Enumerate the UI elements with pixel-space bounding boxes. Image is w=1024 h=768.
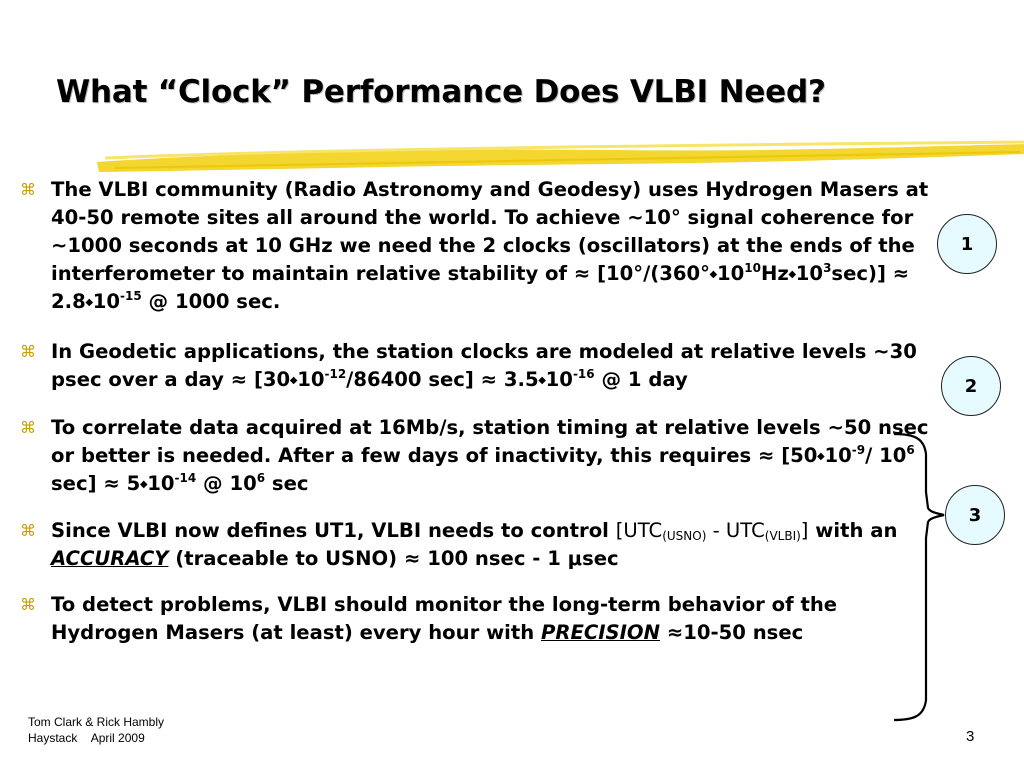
callout-circle-1: 1 [937, 214, 997, 274]
bullet-item [20, 176, 930, 316]
exponent: -14 [174, 471, 197, 485]
slide-title: What “Clock” Performance Does VLBI Need? [56, 74, 826, 110]
bullet-list [20, 176, 930, 669]
bullet-text: (traceable to USNO) ≈ 100 nsec - 1 μsec [168, 547, 619, 570]
bullet-text: sec [265, 472, 309, 495]
bullet-text: To correlate data acquired at 16Mb/s, station timing at relative levels ~50 nsec or better is needed. After a few days of inactivity, this requires ≈ [50⬩10 [51, 416, 929, 467]
subscript: (VLBI) [764, 529, 801, 543]
footer-date: April 2009 [90, 731, 145, 745]
bullet-item [20, 591, 930, 647]
emphasis-accuracy: ACCURACY [51, 547, 169, 570]
bullet-text: @ 1 day [594, 368, 688, 391]
bullet-text: In Geodetic applications, the station clocks are modeled at relative levels ~30 psec over a day ≈ [30⬩10 [51, 340, 917, 391]
bullet-text: @ 1000 sec. [141, 290, 281, 313]
bullet-item [20, 338, 930, 394]
exponent: -16 [572, 367, 595, 381]
bullet-text: Hz⬩10 [760, 262, 824, 285]
subscript: (USNO) [662, 529, 707, 543]
exponent: 6 [256, 471, 266, 485]
bullet-icon: ⌘ [20, 595, 36, 614]
exponent: -15 [120, 289, 142, 303]
footer-place-date [28, 730, 164, 746]
bullet-text: The VLBI community (Radio Astronomy and Geodesy) uses Hydrogen Masers at 40-50 remote sites all around the world. To achieve ~10° signal coherence for ~1000 seconds at 10 GHz we need the 2 clocks (oscillators) at the ends of the interferometer to maintain relative stability of ≈ [10°/(360°⬩10 [51, 178, 929, 285]
bullet-item [20, 414, 930, 498]
footer-place: Haystack [28, 731, 78, 745]
bullet-icon: ⌘ [20, 342, 36, 361]
bullet-text: @ 10 [196, 472, 257, 495]
yellow-brush-stroke [95, 138, 1024, 178]
bullet-icon: ⌘ [20, 521, 36, 540]
page-number: 3 [966, 728, 975, 745]
bullet-text: / 10 [865, 444, 907, 467]
bullet-text: /86400 sec] ≈ 3.5⬩10 [346, 368, 573, 391]
right-brace-icon [892, 432, 952, 722]
bullet-text: Since VLBI now defines UT1, VLBI needs to control [51, 519, 616, 542]
bullet-item [20, 517, 930, 573]
bullet-text: with an [808, 519, 898, 542]
bullet-text: sec] ≈ 5⬩10 [51, 472, 175, 495]
bullet-text: sec)] ≈ 2.8⬩10 [51, 262, 910, 313]
bullet-text: ≈10-50 nsec [660, 621, 804, 644]
exponent: 10 [744, 261, 761, 275]
utc-term: [UTC [615, 519, 663, 542]
callout-circle-3: 3 [945, 485, 1005, 545]
bullet-text: To detect problems, VLBI should monitor the long-term behavior of the Hydrogen Masers (at least) every hour with [51, 593, 838, 644]
exponent: 6 [906, 443, 915, 457]
bullet-icon: ⌘ [20, 418, 36, 437]
footer [28, 714, 164, 746]
callout-circle-2: 2 [941, 356, 1001, 416]
bullet-icon: ⌘ [20, 180, 36, 199]
utc-term: ] [800, 519, 809, 542]
exponent: 3 [823, 261, 832, 275]
emphasis-precision: PRECISION [541, 621, 660, 644]
exponent: -9 [851, 443, 866, 457]
utc-term: - UTC [706, 519, 765, 542]
footer-authors: Tom Clark & Rick Hambly [28, 715, 165, 729]
exponent: -12 [324, 367, 347, 381]
